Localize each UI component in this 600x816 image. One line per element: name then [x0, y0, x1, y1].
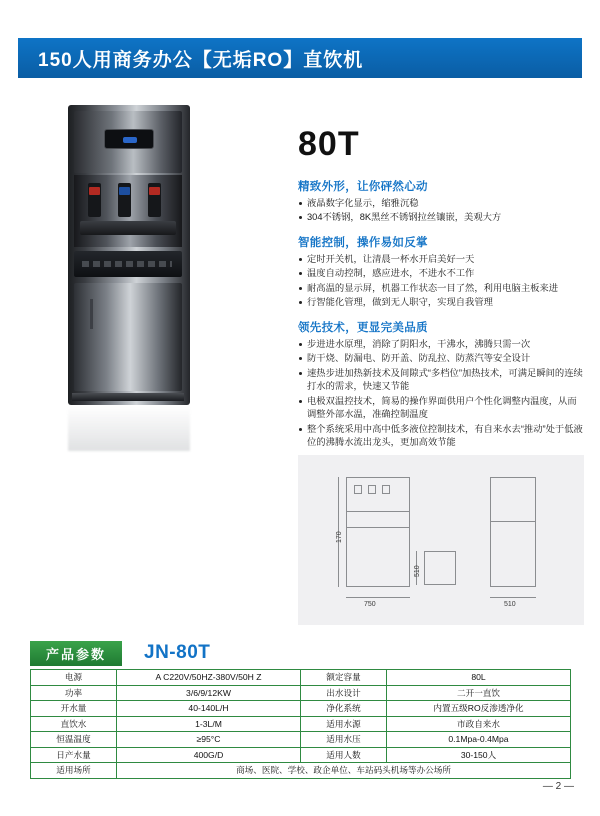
feature-item: 防干烧、防漏电、防开盖、防乱拉、防蒸汽等安全设计	[298, 352, 584, 365]
spec-key: 适用人数	[301, 747, 387, 763]
spec-section	[30, 640, 570, 779]
spec-header-row	[30, 640, 570, 666]
spec-value: 商场、医院、学校、政企单位、车站码头机场等办公场所	[117, 763, 571, 779]
control-strip	[74, 251, 182, 277]
drawing-label-depth: 510	[414, 565, 421, 577]
feature-item: 电极双温控技术，简易的操作界面供用户个性化调整内温度，从而调整外部水温，准确控制温度	[298, 395, 584, 422]
water-dispenser-photo	[50, 105, 240, 435]
drawing-label-front-width: 750	[364, 601, 376, 608]
spec-key: 功率	[31, 685, 117, 701]
faucet-hot	[88, 183, 101, 217]
page-number: — 2 —	[542, 781, 574, 792]
feature-items	[298, 253, 584, 310]
spec-key: 恒温温度	[31, 732, 117, 748]
table-row	[31, 763, 571, 779]
drawing-front-shelf-line	[346, 511, 410, 512]
feature-items	[298, 197, 584, 225]
drawing-front-shelf-line-2	[346, 527, 410, 528]
feature-heading: 智能控制，操作易如反掌	[298, 236, 428, 249]
feature-sections	[298, 178, 584, 459]
spec-value: 80L	[387, 670, 571, 686]
feature-group-technology	[298, 319, 584, 450]
drawing-front-width-dim-line	[346, 597, 410, 598]
cabinet-door	[74, 283, 182, 391]
feature-items	[298, 338, 584, 450]
model-name: 80T	[298, 125, 360, 163]
feature-item: 304不锈钢，8K黑丝不锈钢拉丝镶嵌，美观大方	[298, 211, 584, 224]
door-handle	[90, 299, 93, 329]
photo-reflection	[68, 405, 190, 451]
spec-value: 40-140L/H	[117, 701, 301, 717]
feature-item: 步进进水原理，消除了阴阳水，干沸水，沸腾只需一次	[298, 338, 584, 351]
feature-group-appearance	[298, 178, 584, 225]
drawing-label-side-width: 510	[504, 601, 516, 608]
table-row	[31, 685, 571, 701]
drawing-label-height: 170	[336, 531, 343, 543]
spec-key: 电源	[31, 670, 117, 686]
drawing-front-faucet-a	[354, 485, 362, 494]
feature-item: 行智能化管理，做到无人职守，实现自我管理	[298, 296, 584, 309]
dimension-drawing	[298, 455, 584, 625]
table-row	[31, 732, 571, 748]
feature-heading: 领先技术，更显完美品质	[298, 321, 428, 334]
drawing-top-view	[424, 551, 456, 585]
spec-value: 30-150人	[387, 747, 571, 763]
spec-value: 市政自来水	[387, 716, 571, 732]
spec-key: 出水设计	[301, 685, 387, 701]
spec-value: ≥95°C	[117, 732, 301, 748]
spec-value: 400G/D	[117, 747, 301, 763]
spec-value: 内置五级RO反渗透净化	[387, 701, 571, 717]
feature-item: 速热步进加热新技术及间隙式“多档位”加热技术，可满足瞬间的连续打水的需求，快速又节能	[298, 367, 584, 394]
drawing-side-width-dim-line	[490, 597, 536, 598]
drawing-front-faucet-b	[368, 485, 376, 494]
spec-key: 直饮水	[31, 716, 117, 732]
feature-item: 整个系统采用中高中低多液位控制技术，有自来水去“推动”处于低液位的沸腾水流出龙头，更加高效节能	[298, 423, 584, 450]
faucet-mixed	[148, 183, 161, 217]
feature-item: 定时开关机，让清晨一杯水开启美好一天	[298, 253, 584, 266]
spec-value: 0.1Mpa-0.4Mpa	[387, 732, 571, 748]
table-row	[31, 670, 571, 686]
drip-tray	[80, 221, 176, 235]
feature-item: 耐高温的显示屏，机器工作状态一目了然，利用电脑主板来进	[298, 282, 584, 295]
spec-key: 净化系统	[301, 701, 387, 717]
spec-tag: 产品参数	[30, 641, 122, 666]
spec-key: 适用水压	[301, 732, 387, 748]
spec-key: 额定容量	[301, 670, 387, 686]
table-row	[31, 716, 571, 732]
drawing-side-view	[490, 477, 536, 587]
faucet-cold	[118, 183, 131, 217]
spec-key: 日产水量	[31, 747, 117, 763]
page-title: 150人用商务办公【无垢RO】直饮机	[38, 49, 364, 71]
dispenser-display-screen	[104, 129, 154, 149]
spec-value: 二开一直饮	[387, 685, 571, 701]
spec-value: 3/6/9/12KW	[117, 685, 301, 701]
display-indicator	[123, 137, 137, 143]
spec-key: 适用场所	[31, 763, 117, 779]
spec-table	[30, 669, 571, 779]
feature-heading: 精致外形，让你砰然心动	[298, 181, 428, 193]
dispenser-base	[72, 393, 184, 401]
table-row	[31, 701, 571, 717]
feature-item: 温度自动控制，感应进水，不进水不工作	[298, 267, 584, 280]
spec-value: A C220V/50HZ-380V/50H Z	[117, 670, 301, 686]
feature-group-control	[298, 234, 584, 310]
header-banner	[18, 38, 582, 78]
feature-item: 液晶数字化显示，缩雅沉稳	[298, 197, 584, 210]
spec-model-label: JN-80T	[144, 642, 211, 663]
control-vents	[82, 261, 172, 267]
spec-key: 适用水源	[301, 716, 387, 732]
drawing-side-line	[490, 521, 536, 522]
spec-value: 1-3L/M	[117, 716, 301, 732]
drawing-front-faucet-c	[382, 485, 390, 494]
spec-key: 开水量	[31, 701, 117, 717]
table-row	[31, 747, 571, 763]
